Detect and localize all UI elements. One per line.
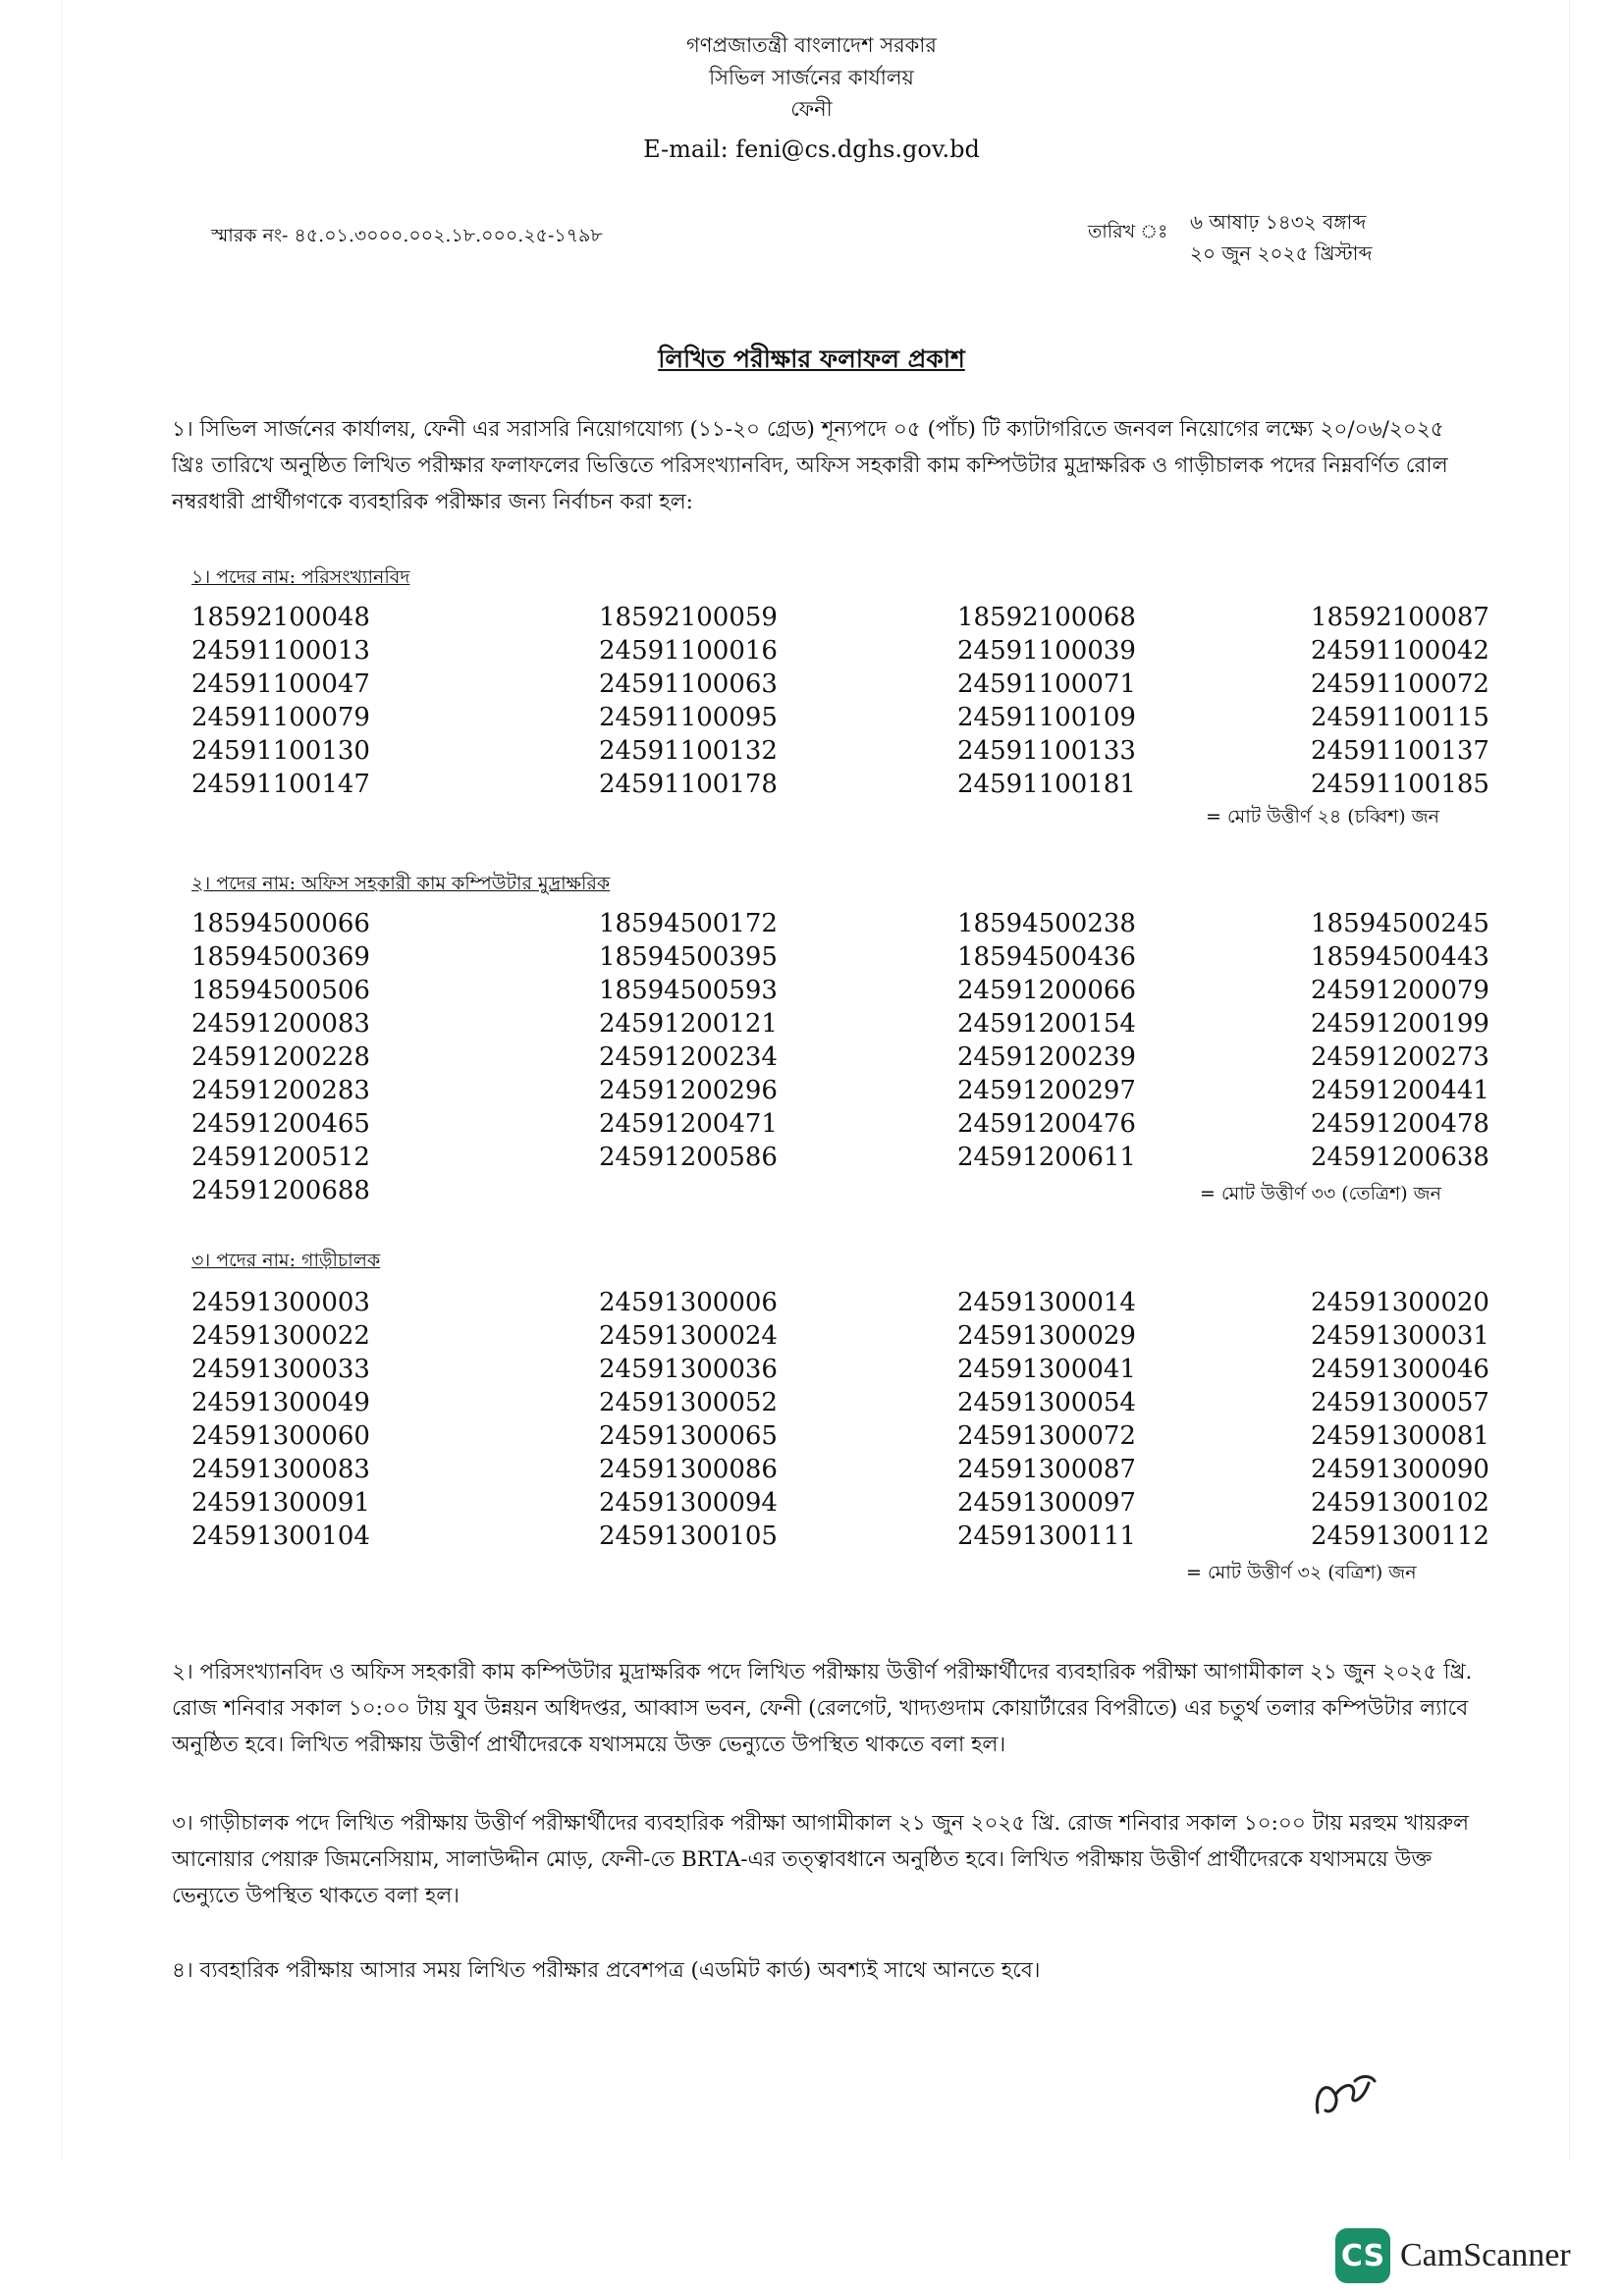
roll-number: 18594500593 — [599, 976, 778, 1005]
roll-number: 24591100016 — [599, 636, 778, 666]
roll-number: 24591100132 — [599, 736, 778, 766]
section-total-driver: = মোট উত্তীর্ণ ৩২ (বত্রিশ) জন — [1186, 1562, 1417, 1583]
roll-number: 24591200228 — [191, 1042, 370, 1072]
roll-number: 24591100013 — [191, 636, 370, 666]
roll-number: 24591200239 — [957, 1042, 1136, 1072]
section-heading-statistician: ১। পদের নাম: পরিসংখ্যানবিদ — [191, 566, 410, 588]
roll-number: 24591200066 — [957, 976, 1136, 1005]
roll-number: 24591100109 — [957, 703, 1136, 732]
roll-number: 24591200471 — [599, 1109, 778, 1139]
roll-number: 18592100059 — [599, 603, 778, 632]
roll-number: 24591100039 — [957, 636, 1136, 666]
roll-number: 24591100071 — [957, 669, 1136, 699]
paragraph-driver-exam-venue: ৩। গাড়ীচালক পদে লিখিত পরীক্ষায় উত্তীর্ণ পরীক্ষার্থীদের ব্যবহারিক পরীক্ষা আগামীকাল ২১ জুন ২০২৫ খ্রি. রোজ শনিবার সকাল ১০:০০ টায় মরহুম খায়রুল আনোয়ার পেয়ারু জিমনেসিয়াম, সালাউদ্দীন মোড়, ফেনী-তে BRTA-এর তত্ত্বাবধানে অনুষ্ঠিত হবে। লিখিত পরীক্ষায় উত্তীর্ণ প্রার্থীদেরকে যথাসময়ে উক্ত ভেন্যুতে উপস্থিত থাকতে বলা হল। — [172, 1811, 1469, 1908]
roll-number: 24591300105 — [599, 1522, 778, 1551]
roll-number: 18594500395 — [599, 942, 778, 972]
roll-number: 24591200478 — [1311, 1109, 1489, 1139]
roll-number: 18592100048 — [191, 603, 370, 632]
roll-number: 24591300111 — [957, 1522, 1136, 1551]
roll-number: 24591100147 — [191, 770, 370, 799]
government-name: গণপ্রজাতন্ত্রী বাংলাদেশ সরকার — [686, 33, 937, 57]
office-email: E-mail: feni@cs.dghs.gov.bd — [643, 134, 980, 163]
roll-number: 24591300006 — [599, 1288, 778, 1317]
document-title: লিখিত পরীক্ষার ফলাফল প্রকাশ — [658, 345, 965, 373]
roll-number: 24591300087 — [957, 1455, 1136, 1484]
roll-number: 24591300072 — [957, 1421, 1136, 1451]
roll-number: 24591100072 — [1311, 669, 1489, 699]
roll-number: 24591300083 — [191, 1455, 370, 1484]
roll-number: 24591300029 — [957, 1321, 1136, 1351]
roll-number: 24591200234 — [599, 1042, 778, 1072]
roll-number: 24591300097 — [957, 1488, 1136, 1518]
signature — [1306, 2061, 1384, 2130]
roll-number: 24591200638 — [1311, 1143, 1489, 1172]
roll-number: 24591200199 — [1311, 1009, 1489, 1039]
roll-number: 24591200283 — [191, 1076, 370, 1105]
roll-number: 24591100137 — [1311, 736, 1489, 766]
roll-number: 18594500369 — [191, 942, 370, 972]
roll-number: 24591300091 — [191, 1488, 370, 1518]
letterhead — [0, 29, 1623, 168]
roll-number: 18592100087 — [1311, 603, 1489, 632]
office-location: ফেনী — [790, 97, 833, 122]
roll-number: 24591300049 — [191, 1388, 370, 1417]
roll-number: 24591100042 — [1311, 636, 1489, 666]
roll-number: 24591100178 — [599, 770, 778, 799]
roll-number: 24591300024 — [599, 1321, 778, 1351]
date-block — [1190, 206, 1373, 269]
section-total-statistician: = মোট উত্তীর্ণ ২৪ (চব্বিশ) জন — [1206, 806, 1440, 828]
roll-number: 24591300090 — [1311, 1455, 1489, 1484]
roll-number: 24591200154 — [957, 1009, 1136, 1039]
roll-number: 24591300052 — [599, 1388, 778, 1417]
section-total-office-assistant: = মোট উত্তীর্ণ ৩৩ (তেত্রিশ) জন — [1200, 1183, 1442, 1204]
roll-number: 24591200273 — [1311, 1042, 1489, 1072]
roll-number: 24591300086 — [599, 1455, 778, 1484]
office-name: সিভিল সার্জনের কার্যালয় — [709, 65, 914, 89]
roll-number: 24591200079 — [1311, 976, 1489, 1005]
camscanner-icon: CS — [1335, 2228, 1390, 2283]
roll-number: 24591100185 — [1311, 770, 1489, 799]
roll-number: 24591100130 — [191, 736, 370, 766]
roll-number: 18594500506 — [191, 976, 370, 1005]
roll-number: 24591200611 — [957, 1143, 1136, 1172]
roll-number: 24591300014 — [957, 1288, 1136, 1317]
camscanner-brand: CamScanner — [1400, 2237, 1571, 2273]
roll-number: 24591200297 — [957, 1076, 1136, 1105]
roll-number: 24591300081 — [1311, 1421, 1489, 1451]
roll-number: 24591300036 — [599, 1355, 778, 1384]
roll-number: 24591300104 — [191, 1522, 370, 1551]
roll-number: 24591100133 — [957, 736, 1136, 766]
roll-number: 24591200476 — [957, 1109, 1136, 1139]
roll-number: 18594500436 — [957, 942, 1136, 972]
roll-number: 18594500066 — [191, 909, 370, 938]
roll-number: 24591300060 — [191, 1421, 370, 1451]
roll-number: 24591300020 — [1311, 1288, 1489, 1317]
roll-number: 18592100068 — [957, 603, 1136, 632]
roll-number: 24591200465 — [191, 1109, 370, 1139]
roll-number: 24591200121 — [599, 1009, 778, 1039]
camscanner-watermark — [1335, 2228, 1571, 2283]
roll-number: 24591200586 — [599, 1143, 778, 1172]
date-bangla: ৬ আষাঢ় ১৪৩২ বঙ্গাব্দ — [1190, 210, 1367, 234]
roll-number: 24591300102 — [1311, 1488, 1489, 1518]
section-heading-office-assistant: ২। পদের নাম: অফিস সহকারী কাম কম্পিউটার মুদ্রাক্ষরিক — [191, 873, 611, 894]
roll-number: 24591300112 — [1311, 1522, 1489, 1551]
roll-number: 24591100181 — [957, 770, 1136, 799]
roll-number: 24591200296 — [599, 1076, 778, 1105]
date-gregorian: ২০ জুন ২০২৫ খ্রিস্টাব্দ — [1190, 241, 1373, 265]
roll-number: 18594500245 — [1311, 909, 1489, 938]
roll-number: 24591300041 — [957, 1355, 1136, 1384]
roll-number: 18594500238 — [957, 909, 1136, 938]
roll-number: 24591300057 — [1311, 1388, 1489, 1417]
date-label: তারিখ ঃ — [1088, 221, 1168, 242]
roll-number: 24591300094 — [599, 1488, 778, 1518]
roll-number: 18594500443 — [1311, 942, 1489, 972]
roll-number: 24591200083 — [191, 1009, 370, 1039]
roll-number: 24591100047 — [191, 669, 370, 699]
roll-number: 24591200688 — [191, 1176, 370, 1205]
memo-number: স্মারক নং- ৪৫.০১.৩০০০.০০২.১৮.০০০.২৫-১৭৯৮ — [211, 225, 603, 246]
roll-number: 24591100063 — [599, 669, 778, 699]
roll-number: 24591300003 — [191, 1288, 370, 1317]
roll-number: 24591200512 — [191, 1143, 370, 1172]
roll-number: 24591300054 — [957, 1388, 1136, 1417]
roll-number: 24591300065 — [599, 1421, 778, 1451]
roll-number: 24591100079 — [191, 703, 370, 732]
roll-number: 24591300022 — [191, 1321, 370, 1351]
roll-number: 24591100115 — [1311, 703, 1489, 732]
paragraph-practical-exam-venue: ২। পরিসংখ্যানবিদ ও অফিস সহকারী কাম কম্পিউটার মুদ্রাক্ষরিক পদে লিখিত পরীক্ষায় উত্তীর্ণ পরীক্ষার্থীদের ব্যবহারিক পরীক্ষা আগামীকাল ২১ জুন ২০২৫ খ্রি. রোজ শনিবার সকাল ১০:০০ টায় যুব উন্নয়ন অধিদপ্তর, আব্বাস ভবন, ফেনী (রেলগেট, খাদ্যগুদাম কোয়ার্টারের বিপরীতে) এর চতুর্থ তলার কম্পিউটার ল্যাবে অনুষ্ঠিত হবে। লিখিত পরীক্ষায় উত্তীর্ণ প্রার্থীদেরকে যথাসময়ে উক্ত ভেন্যুতে উপস্থিত থাকতে বলা হল। — [172, 1660, 1473, 1757]
roll-number: 24591300046 — [1311, 1355, 1489, 1384]
paragraph-intro: ১। সিভিল সার্জনের কার্যালয়, ফেনী এর সরাসরি নিয়োগযোগ্য (১১-২০ গ্রেড) শূন্যপদে ০৫ (পাঁচ) টি ক্যাটাগরিতে জনবল নিয়োগের লক্ষ্যে ২০/০৬/২০২৫ খ্রিঃ তারিখে অনুষ্ঠিত লিখিত পরীক্ষার ফলাফলের ভিত্তিতে পরিসংখ্যানবিদ, অফিস সহকারী কাম কম্পিউটার মুদ্রাক্ষরিক ও গাড়ীচালক পদের নিম্নবর্ণিত রোল নম্বরধারী প্রার্থীগণকে ব্যবহারিক পরীক্ষার জন্য নির্বাচন করা হল: — [172, 417, 1448, 514]
roll-number: 18594500172 — [599, 909, 778, 938]
roll-number: 24591300033 — [191, 1355, 370, 1384]
roll-number: 24591200441 — [1311, 1076, 1489, 1105]
roll-number: 24591300031 — [1311, 1321, 1489, 1351]
section-heading-driver: ৩। পদের নাম: গাড়ীচালক — [191, 1250, 381, 1271]
roll-number: 24591100095 — [599, 703, 778, 732]
paragraph-admit-card-note: ৪। ব্যবহারিক পরীক্ষায় আসার সময় লিখিত পরীক্ষার প্রবেশপত্র (এডমিট কার্ড) অবশ্যই সাথে আনতে হবে। — [172, 1958, 1041, 1983]
